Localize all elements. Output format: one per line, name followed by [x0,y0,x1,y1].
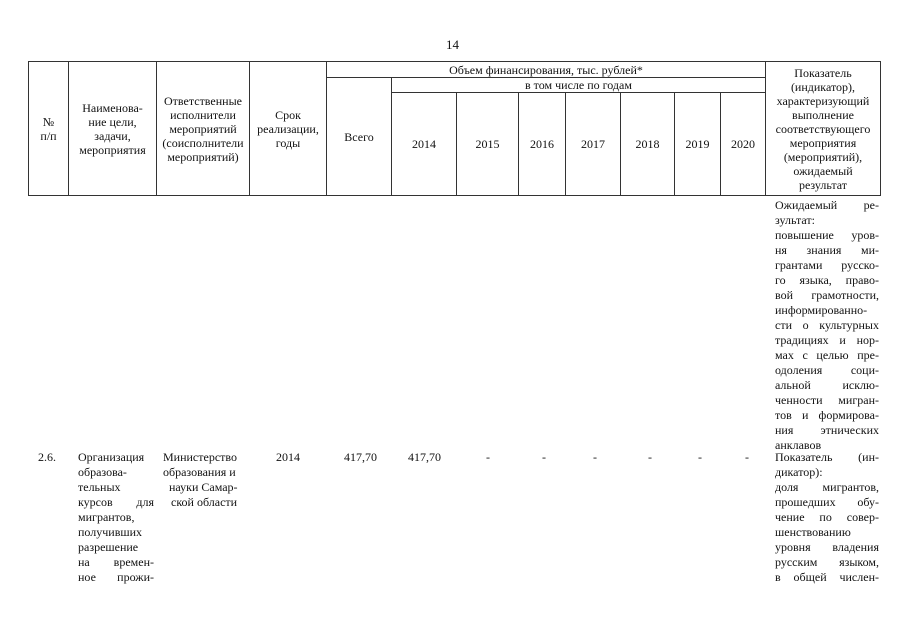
header-indicator: Показатель (индикатор), характеризующий выполнение соответствующего мероприятия (мероприятий), ожидаемый результат [765,61,881,196]
row-term: 2014 [276,450,300,464]
row-year-2020: - [745,450,749,464]
header-year-2014: 2014 [391,92,457,196]
header-funding: Объем финансирования, тыс. рублей* [326,61,766,78]
expected-result-line: повышение уров- [775,228,879,242]
expected-result-line: го языка, право- [775,273,879,287]
expected-result-line: анклавов [775,438,822,452]
expected-result-line: зультат: [775,213,815,227]
row-year-2016: - [542,450,546,464]
expected-result-line: тов и формирова- [775,408,879,422]
row-year-2014: 417,70 [408,450,441,464]
header-name: Наименова-ние цели, задачи, мероприятия [68,61,157,196]
header-num: № п/п [28,61,69,196]
header-year-2017: 2017 [565,92,621,196]
expected-result-line: грантами русско- [775,258,879,272]
expected-result-line: ния этнических [775,423,879,437]
row-year-2018: - [648,450,652,464]
row-total: 417,70 [344,450,377,464]
header-year-2019: 2019 [674,92,721,196]
expected-result-line: мах с целью пре- [775,348,879,362]
expected-result-line: сти о культурных [775,318,879,332]
expected-result-line: ченности мигран- [775,393,879,407]
header-year-2020: 2020 [720,92,766,196]
page-number: 14 [446,37,459,52]
header-by-years: в том числе по годам [391,77,766,93]
header-year-2016: 2016 [518,92,566,196]
expected-result-line: альной исклю- [775,378,879,392]
expected-result-line: традициях и нор- [775,333,879,347]
expected-result-line: ня знания ми- [775,243,879,257]
header-total: Всего [326,77,392,196]
expected-result-line: информированно- [775,303,868,317]
row-year-2017: - [593,450,597,464]
expected-result-line: одоления соци- [775,363,879,377]
expected-result-line: Ожидаемый ре- [775,198,879,212]
header-executors: Ответственные исполнители мероприятий (соисполнители мероприятий) [156,61,250,196]
header-year-2015: 2015 [456,92,519,196]
row-number: 2.6. [38,450,56,464]
header-year-2018: 2018 [620,92,675,196]
header-term: Срок реализации, годы [249,61,327,196]
row-year-2015: - [486,450,490,464]
expected-result-line: вой грамотности, [775,288,879,302]
row-year-2019: - [698,450,702,464]
